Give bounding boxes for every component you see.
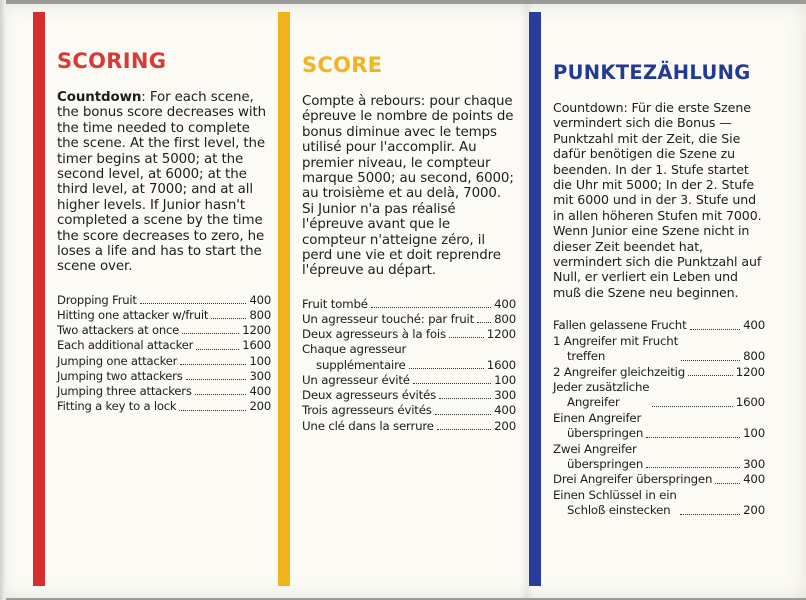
score-label: Jumping three attackers xyxy=(57,384,192,399)
score-label: Fitting a key to a lock xyxy=(57,399,177,414)
countdown-text: : For each scene, the bonus score decreases with the time needed to complete the scene. At the first level, the timer begins at 5000; at the second level, at 6000; at the third level, at 7000; and at all higher levels. If Junior hasn't completed a scene by the time the score decreases to zero, he loses a life and has to start the scene over. xyxy=(57,90,266,275)
score-label: Jumping one attacker xyxy=(57,353,178,368)
scoring-column-english xyxy=(57,48,271,415)
dot-leader xyxy=(196,349,239,350)
dot-leader xyxy=(195,394,247,395)
dot-leader xyxy=(435,414,491,415)
score-row xyxy=(553,411,765,442)
dot-leader xyxy=(681,360,740,361)
score-label xyxy=(553,334,678,365)
score-row xyxy=(57,384,271,399)
score-points: 400 xyxy=(249,384,271,399)
dot-leader xyxy=(437,429,491,430)
countdown-lead: Countdown xyxy=(57,90,142,105)
score-row xyxy=(302,388,516,403)
score-points: 400 xyxy=(743,472,765,487)
score-points: 400 xyxy=(494,403,516,418)
dot-leader xyxy=(646,437,740,438)
dot-leader xyxy=(371,307,491,308)
score-label: Un agresseur évité xyxy=(302,372,410,387)
red-accent-bar xyxy=(33,12,45,586)
score-points: 1200 xyxy=(486,327,516,342)
scoring-column-french xyxy=(302,52,516,434)
score-row xyxy=(553,488,765,519)
score-points: 800 xyxy=(494,312,516,327)
column-heading: PUNKTEZÄHLUNG xyxy=(553,61,751,84)
score-label-line2: Schloß einstecken xyxy=(567,503,671,518)
score-points: 400 xyxy=(743,318,765,333)
score-label: Une clé dans la serrure xyxy=(302,418,434,433)
score-label-line1: Einen Schlüssel in ein xyxy=(553,487,677,502)
score-label-line2: überspringen xyxy=(567,426,644,441)
dot-leader xyxy=(688,375,733,376)
score-row xyxy=(302,327,516,342)
countdown-paragraph: Countdown: Für die erste Szene vermindert sich die Bonus — Punktzahl mit der Zeit, die Sie dafür benötigen die Szene zu beenden. In der 1. Stufe startet die Uhr mit 5000; In der 2. Stufe mit 6000 und in der 3. Stufe und in allen höheren Stufen mit 7000. Wenn Junior eine Szene nicht in dieser Zeit beendet hat, vermindert sich die Punktzahl auf Null, er verliert ein Leben und muß die Szene neu beginnen. xyxy=(553,100,762,300)
countdown-paragraph xyxy=(57,90,271,275)
dot-leader xyxy=(477,322,491,323)
dot-leader xyxy=(186,379,247,380)
score-label xyxy=(302,342,406,372)
score-points: 100 xyxy=(494,372,516,387)
score-points: 300 xyxy=(249,368,271,383)
column-heading: SCORING xyxy=(57,49,167,73)
score-row xyxy=(553,334,765,365)
dot-leader xyxy=(140,303,247,304)
column-heading: SCORE xyxy=(302,53,383,77)
score-label-line1: Jeder zusätzliche xyxy=(553,379,650,394)
score-label-line2: überspringen xyxy=(567,456,644,471)
dot-leader xyxy=(439,398,491,399)
score-label: Trois agresseurs évités xyxy=(302,403,432,418)
dot-leader xyxy=(179,410,246,411)
score-label: Un agresseur touché: par fruit xyxy=(302,312,475,327)
score-points: 1600 xyxy=(486,357,516,372)
dot-leader xyxy=(652,406,732,407)
score-row xyxy=(57,369,271,384)
score-points: 300 xyxy=(743,456,765,471)
score-row xyxy=(57,293,271,308)
score-label-line1: 1 Angreifer mit Frucht xyxy=(553,333,679,348)
dot-leader xyxy=(715,483,740,484)
dot-leader xyxy=(449,337,484,338)
score-label: 2 Angreifer gleichzeitig xyxy=(553,364,686,379)
score-points: 200 xyxy=(494,418,516,433)
dot-leader xyxy=(413,383,491,384)
score-points: 1200 xyxy=(242,323,271,338)
score-points: 1200 xyxy=(735,364,765,379)
score-label-line1: Einen Angreifer xyxy=(553,410,642,425)
score-row xyxy=(302,419,516,434)
score-label: Deux agresseurs évités xyxy=(302,388,437,403)
score-label xyxy=(553,488,677,519)
score-list xyxy=(57,293,271,415)
score-label: Hitting one attacker w/fruit xyxy=(57,308,209,323)
score-row xyxy=(57,354,271,369)
score-row xyxy=(553,365,765,380)
score-row xyxy=(553,472,765,487)
dot-leader xyxy=(180,364,246,365)
score-points: 800 xyxy=(743,349,765,364)
yellow-accent-bar xyxy=(278,12,290,586)
dot-leader xyxy=(409,368,484,369)
score-label-line2: Angreifer xyxy=(567,395,620,410)
score-label: Two attackers at once xyxy=(57,323,180,338)
score-points: 400 xyxy=(494,296,516,311)
dot-leader xyxy=(646,467,740,468)
score-list xyxy=(302,297,516,434)
score-points: 200 xyxy=(743,503,765,518)
countdown-paragraph: Compte à rebours: pour chaque épreuve le nombre de points de bonus diminue avec le temps utilisé pour l'accomplir. Au premier niveau, le compteur marque 5000; au second, 6000; au troisième et au delà, 7000. Si Junior n'a pas réalisé l'épreuve avant que le compteur n'atteigne zéro, il perd une vie et doit reprendre l'épreuve au départ. xyxy=(302,94,514,279)
score-label: Each additional attacker xyxy=(57,338,194,353)
score-label xyxy=(553,380,649,411)
score-row xyxy=(302,403,516,418)
dot-leader xyxy=(211,318,246,319)
score-row xyxy=(553,442,765,473)
score-points: 400 xyxy=(249,292,271,307)
score-label-line1: Zwei Angreifer xyxy=(553,441,637,456)
dot-leader xyxy=(680,514,740,515)
score-points: 800 xyxy=(249,308,271,323)
score-row xyxy=(302,297,516,312)
score-row xyxy=(57,399,271,414)
score-label: Fruit tombé xyxy=(302,296,368,311)
score-points: 100 xyxy=(743,426,765,441)
score-row xyxy=(57,323,271,338)
score-label: Drei Angreifer überspringen xyxy=(553,472,713,487)
score-label: Jumping two attackers xyxy=(57,368,183,383)
score-points: 1600 xyxy=(735,395,765,410)
score-row xyxy=(57,338,271,353)
score-label: Fallen gelassene Frucht xyxy=(553,318,687,333)
scoring-column-german xyxy=(553,60,765,519)
page-edge xyxy=(0,0,6,600)
score-row xyxy=(553,380,765,411)
dot-leader xyxy=(690,329,741,330)
score-label xyxy=(553,411,643,442)
score-label-line2: treffen xyxy=(567,349,606,364)
blue-accent-bar xyxy=(529,12,541,586)
score-points: 100 xyxy=(249,353,271,368)
score-row xyxy=(553,318,765,333)
score-row xyxy=(302,373,516,388)
dot-leader xyxy=(182,333,239,334)
score-row xyxy=(57,308,271,323)
score-points: 200 xyxy=(249,399,271,414)
score-label-line2: supplémentaire xyxy=(316,357,406,372)
score-points: 1600 xyxy=(242,338,271,353)
score-label: Deux agresseurs à la fois xyxy=(302,327,446,342)
score-label: Dropping Fruit xyxy=(57,292,137,307)
score-points: 300 xyxy=(494,388,516,403)
score-row xyxy=(302,312,516,327)
score-label xyxy=(553,442,643,473)
score-list xyxy=(553,318,765,518)
score-label-line1: Chaque agresseur xyxy=(302,342,407,357)
score-row xyxy=(302,342,516,372)
